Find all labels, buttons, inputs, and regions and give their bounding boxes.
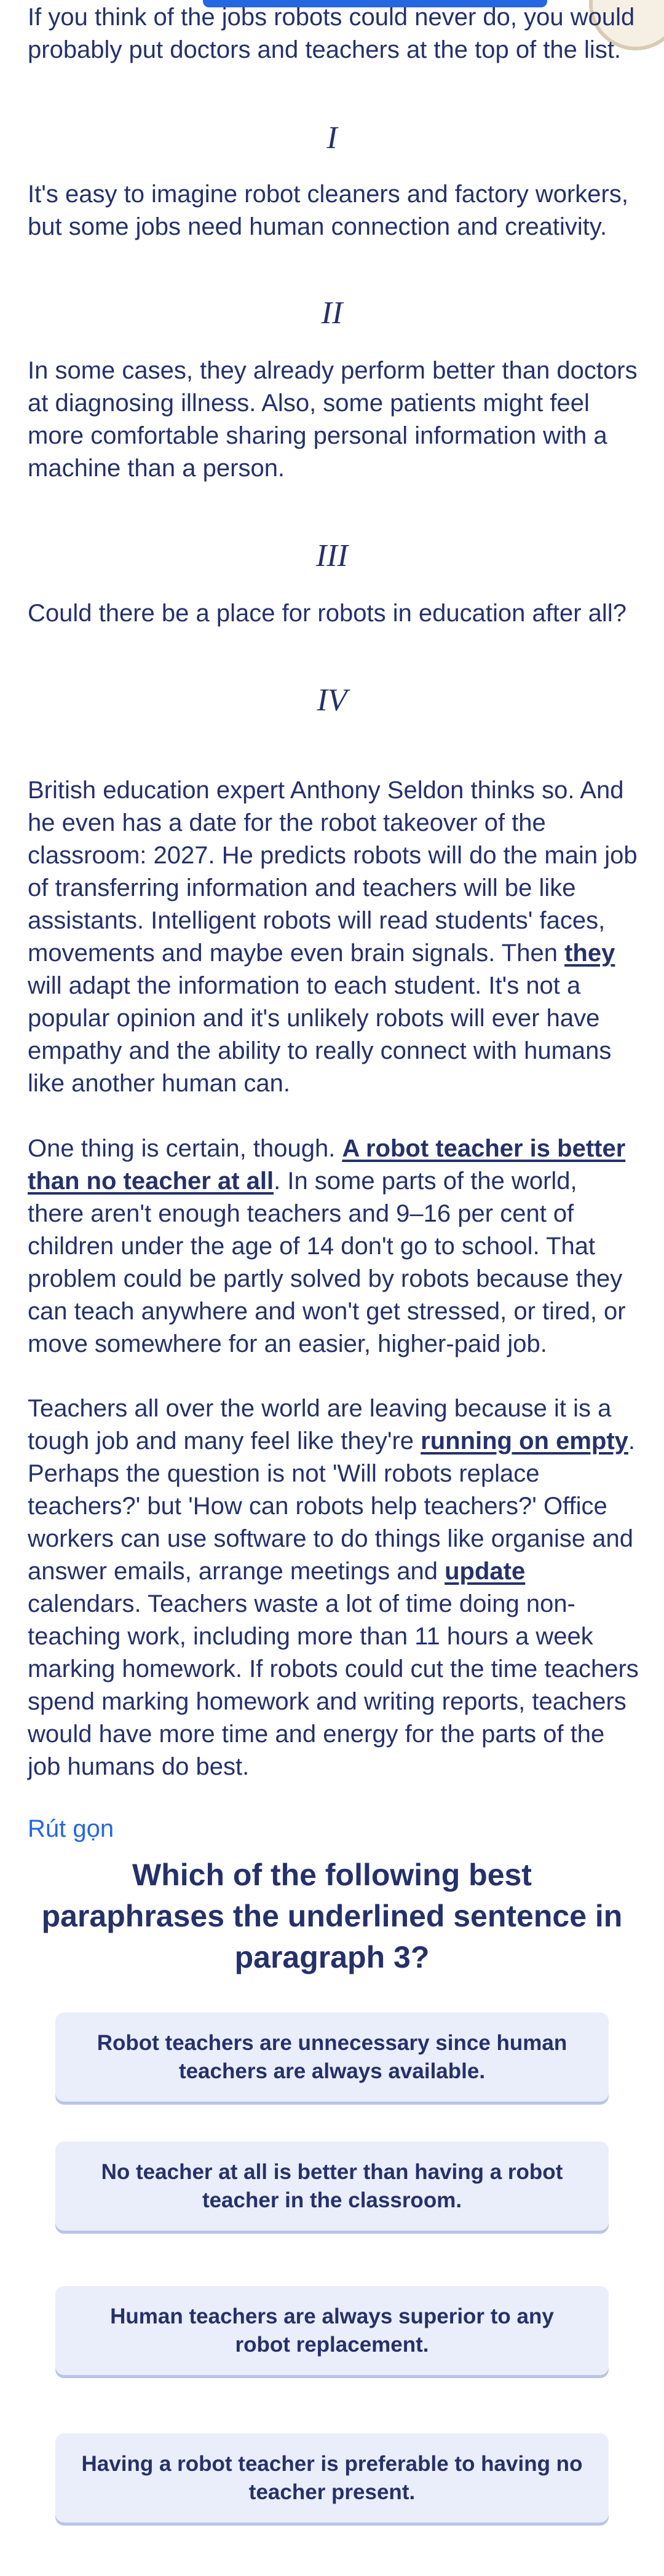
collapse-link[interactable]: Rút gọn <box>28 1815 114 1842</box>
paragraph-4: Teachers all over the world are leaving because it is a tough job and many feel like they're running on empty. Perhaps the question is not 'Will robots replace teachers?' but 'How can robots help teachers?' Office workers can use software to do things like organise and answer emails, arrange meetings and update calendars. Teachers waste a lot of time doing non-teaching work, including more than 11 hours a week marking homework. If robots could cut the time teachers spend marking homework and writing reports, teachers would have more time and energy for the parts of the job humans do best. <box>28 1395 639 1780</box>
underlined-phrase-running-on-empty: running on empty <box>421 1427 628 1455</box>
answer-option-1[interactable]: Robot teachers are unnecessary since human teachers are always available. <box>55 2012 609 2102</box>
gap-marker-1: I <box>326 120 338 155</box>
answer-option-3[interactable]: Human teachers are always superior to any robot replacement. <box>55 2286 609 2375</box>
underlined-word-they: they <box>564 940 615 967</box>
gap-sentence-1: It's easy to imagine robot cleaners and factory workers, but some jobs need human connection and creativity. <box>28 181 628 240</box>
question-text: Which of the following best paraphrases the underlined sentence in paragraph 3? <box>41 1858 623 1974</box>
gap-marker-3: III <box>316 538 348 573</box>
answer-option-2[interactable]: No teacher at all is better than having a robot teacher in the classroom. <box>55 2142 609 2231</box>
underlined-word-update: update <box>445 1558 526 1585</box>
gap-sentence-3: Could there be a place for robots in education after all? <box>28 600 626 627</box>
gap-marker-2: II <box>321 296 343 331</box>
answer-option-4[interactable]: Having a robot teacher is preferable to having no teacher present. <box>55 2433 609 2523</box>
underlined-sentence: A robot teacher is better than no teacher at all <box>28 1135 626 1195</box>
paragraph-2: British education expert Anthony Seldon thinks so. And he even has a date for the robot takeover of the classroom: 2027. He predicts robots will do the main job of transferring information and teachers will be like assistants. Intelligent robots will read students' faces, movements and maybe even brain signals. Then they will adapt the information to each student. It's not a popular opinion and it's unlikely robots will ever have empathy and the ability to really connect with humans like another human can. <box>28 777 638 1097</box>
passage-intro: If you think of the jobs robots could never do, you would probably put doctors and teachers at the top of the list. <box>28 4 635 63</box>
gap-sentence-2: In some cases, they already perform better than doctors at diagnosing illness. Also, some patients might feel more comfortable sharing personal information with a machine than a person. <box>28 357 638 482</box>
paragraph-3: One thing is certain, though. A robot teacher is better than no teacher at all. In some parts of the world, there aren't enough teachers and 9–16 per cent of children under the age of 14 don't go to school. That problem could be partly solved by robots because they can teach anywhere and won't get stressed, or tired, or move somewhere for an easier, higher-paid job. <box>28 1135 626 1357</box>
gap-marker-4: IV <box>317 683 347 718</box>
